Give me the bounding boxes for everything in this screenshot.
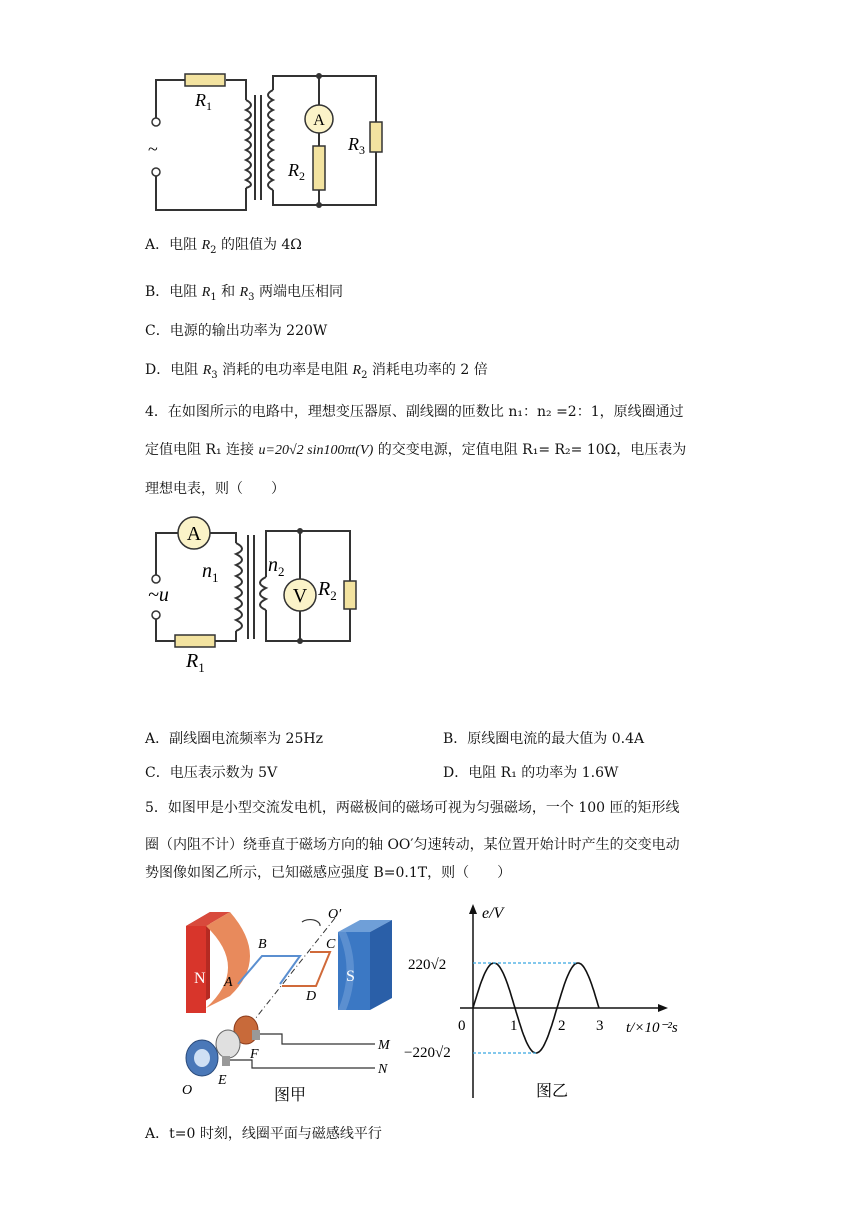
y-axis-arrow [469,904,477,914]
q4-stem-line2: 定值电阻 R₁ 连接 u=20√2 sin100πt(V) 的交变电源，定值电阻 R₁= R₂= 10Ω，电压表为 [145,442,687,458]
generator-figure [170,898,420,1110]
r3-label: $R_3$ [348,134,365,157]
brush-e-label: E [218,1073,227,1088]
circuit-figure-2 [140,515,370,675]
q4-stem-line1: 4．在如图所示的电路中，理想变压器原、副线圈的匝数比 n₁：n₂ =2：1，原线圈通过 [145,404,684,420]
q4-option-c: C．电压表示数为 5V [145,765,278,781]
q4-stem-line3: 理想电表，则（ ） [145,481,285,497]
figure-caption-yi: 图乙 [536,1081,569,1100]
s-pole-label: S [346,968,355,985]
q3-option-c: C．电源的输出功率为 220W [145,323,328,339]
r1-label: $R_1$ [195,90,212,113]
y-axis-label: e/V [482,905,504,922]
q5-stem-line3: 势图像如图乙所示，已知磁感应强度 B=0.1T，则（ ） [145,865,512,881]
circuit-figure-1 [140,60,400,220]
ammeter-label: A [186,523,202,545]
n1-label: $n_1$ [202,560,219,585]
x-axis-arrow [658,1004,668,1012]
tick-label-3: 3 [596,1018,604,1034]
figure-caption-jia: 图甲 [274,1085,307,1104]
point-b-label: B [258,937,267,952]
n-pole-label: N [194,970,206,987]
r2-label: $R_2$ [318,578,337,603]
trough-label: −220√2 [404,1045,451,1061]
q3-option-b: B．电阻 $R_1$ 和 $R_3$ 两端电压相同 [145,284,343,303]
emf-time-chart [400,898,700,1110]
r1-label: $R_1$ [186,650,205,675]
q4-option-b: B．原线圈电流的最大值为 0.4A [443,731,645,747]
q3-option-a: A．电阻 $R_2$ 的阻值为 4Ω [145,237,302,256]
q4-option-a: A．副线圈电流频率为 25Hz [145,731,323,747]
q4-option-d: D．电阻 R₁ 的功率为 1.6W [443,765,619,781]
ac-source-symbol: ~ [148,139,158,159]
point-d-label: D [306,989,317,1004]
tick-label-1: 1 [510,1018,518,1034]
brush-f-label: F [250,1047,259,1062]
x-axis-label: t/×10⁻²s [626,1020,678,1036]
r2-label: $R_2$ [288,160,305,183]
terminal-n-label: N [378,1062,388,1077]
ac-source-u-label: ~u [148,584,169,606]
q4-formula: u=20√2 sin100πt(V) [258,443,374,458]
q5-stem-line1: 5．如图甲是小型交流发电机，两磁极间的磁场可视为匀强磁场，一个 100 匝的矩形线 [145,800,680,816]
terminal-m-label: M [378,1038,390,1053]
tick-label-2: 2 [558,1018,566,1034]
ammeter-label: A [313,112,325,129]
q5-stem-line2: 圈（内阻不计）绕垂直于磁场方向的轴 OO′匀速转动，某位置开始计时产生的交变电动 [145,837,680,853]
axis-o-prime-label: O′ [328,907,342,922]
q5-option-a: A．t=0 时刻，线圈平面与磁感线平行 [145,1126,382,1142]
axis-o-label: O [182,1083,193,1098]
n2-label: $n_2$ [268,554,285,579]
q3-option-d: D．电阻 $R_3$ 消耗的电功率是电阻 $R_2$ 消耗电功率的 2 倍 [145,362,488,381]
point-a-label: A [224,975,233,990]
point-c-label: C [326,937,336,952]
tick-label-0: 0 [458,1018,466,1034]
voltmeter-label: V [292,585,308,607]
peak-label: 220√2 [408,957,447,973]
